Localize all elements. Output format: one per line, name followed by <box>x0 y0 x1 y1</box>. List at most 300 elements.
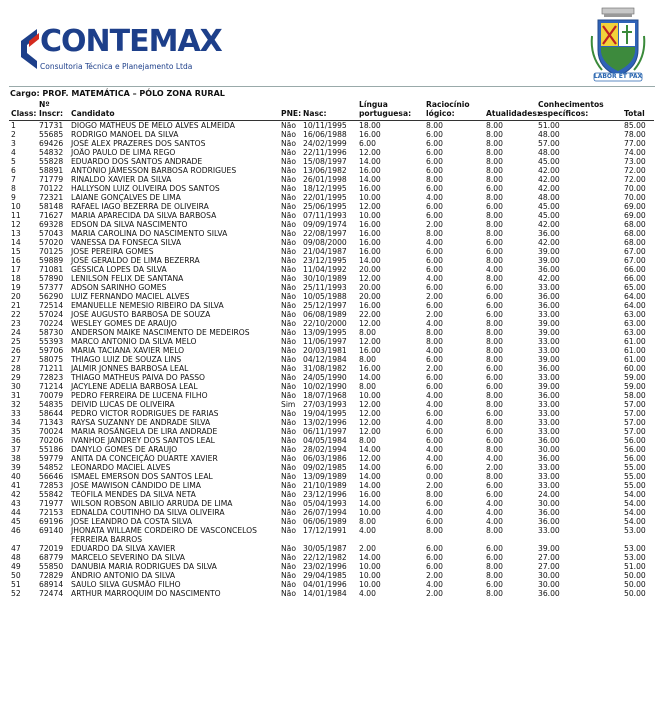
cell-atualidades: 8.00 <box>486 274 503 283</box>
cell-conhecimentos: 39.00 <box>538 319 560 328</box>
cell-portugues: 16.00 <box>359 364 381 373</box>
cell-raciocinio: 2.00 <box>426 589 443 598</box>
cell-total: 68.00 <box>624 229 646 238</box>
cell-pne: Não <box>281 175 296 184</box>
cell-atualidades: 4.00 <box>486 454 503 463</box>
cell-conhecimentos: 33.00 <box>538 472 560 481</box>
cell-pne: Não <box>281 211 296 220</box>
cell-total: 63.00 <box>624 310 646 319</box>
cell-candidato: MARIA APARECIDA DA SILVA BARBOSA <box>71 211 217 220</box>
cell-insc: 70024 <box>39 427 64 436</box>
cell-insc: 57024 <box>39 310 64 319</box>
cell-class: 17 <box>11 265 21 274</box>
cell-raciocinio: 4.00 <box>426 580 443 589</box>
cell-candidato: SAULO SILVA GUSMÃO FILHO <box>71 580 181 589</box>
cell-nasc: 31/08/1982 <box>303 364 347 373</box>
cell-total: 70.00 <box>624 184 646 193</box>
cell-candidato: JOSÉ GERALDO DE LIMA BEZERRA <box>71 256 200 265</box>
cell-raciocinio: 6.00 <box>426 409 443 418</box>
cell-portugues: 8.00 <box>359 328 376 337</box>
cell-total: 54.00 <box>624 508 646 517</box>
cell-portugues: 8.00 <box>359 517 376 526</box>
cell-atualidades: 8.00 <box>486 319 503 328</box>
cell-candidato: THIAGO LUIZ DE SOUZA LINS <box>71 355 182 364</box>
cell-raciocinio: 2.00 <box>426 310 443 319</box>
cell-candidato: RODRIGO MANOEL DA SILVA <box>71 130 179 139</box>
table-row <box>9 400 654 409</box>
cell-total: 67.00 <box>624 247 646 256</box>
cell-class: 45 <box>11 517 21 526</box>
cell-portugues: 16.00 <box>359 238 381 247</box>
cell-nasc: 17/12/1991 <box>303 526 347 535</box>
cell-conhecimentos: 36.00 <box>538 364 560 373</box>
cell-conhecimentos: 30.00 <box>538 571 560 580</box>
cell-candidato: JOSE PEREIRA GOMES <box>71 247 154 256</box>
table-row <box>9 589 654 598</box>
cell-class: 23 <box>11 319 21 328</box>
cell-portugues: 20.00 <box>359 292 381 301</box>
table-row <box>9 220 654 229</box>
cell-candidato: JACYLENE ADELIA BARBOSA LEAL <box>71 382 198 391</box>
cell-insc: 68779 <box>39 553 64 562</box>
table-row <box>9 337 654 346</box>
cell-nasc: 26/07/1994 <box>303 508 347 517</box>
cell-insc: 59779 <box>39 454 64 463</box>
cell-class: 24 <box>11 328 21 337</box>
cell-class: 47 <box>11 544 21 553</box>
table-row <box>9 544 654 553</box>
cell-conhecimentos: 36.00 <box>538 517 560 526</box>
cell-portugues: 12.00 <box>359 409 381 418</box>
cell-portugues: 10.00 <box>359 562 381 571</box>
cell-atualidades: 6.00 <box>486 382 503 391</box>
cell-conhecimentos: 33.00 <box>538 400 560 409</box>
cell-class: 42 <box>11 490 21 499</box>
cell-portugues: 12.00 <box>359 202 381 211</box>
cell-total: 56.00 <box>624 454 646 463</box>
cell-total: 57.00 <box>624 427 646 436</box>
cell-nasc: 06/06/1989 <box>303 517 347 526</box>
cell-pne: Não <box>281 121 296 130</box>
cell-class: 18 <box>11 274 21 283</box>
cell-class: 6 <box>11 166 16 175</box>
cell-class: 34 <box>11 418 21 427</box>
cell-conhecimentos: 45.00 <box>538 157 560 166</box>
cell-portugues: 20.00 <box>359 265 381 274</box>
cell-nasc: 13/02/1996 <box>303 418 347 427</box>
cell-candidato: JOSÉ ALEX PRAZERES DOS SANTOS <box>71 139 206 148</box>
cell-pne: Não <box>281 499 296 508</box>
cell-nasc: 09/09/1974 <box>303 220 347 229</box>
cell-insc: 69426 <box>39 139 64 148</box>
cell-raciocinio: 8.00 <box>426 337 443 346</box>
cell-insc: 54832 <box>39 148 64 157</box>
cell-total: 54.00 <box>624 490 646 499</box>
cell-class: 12 <box>11 220 21 229</box>
cell-candidato: EDSON DA SILVA NASCIMENTO <box>71 220 188 229</box>
cell-atualidades: 8.00 <box>486 139 503 148</box>
cell-raciocinio: 6.00 <box>426 436 443 445</box>
table-row <box>9 436 654 445</box>
cell-conhecimentos: 33.00 <box>538 373 560 382</box>
cell-pne: Não <box>281 238 296 247</box>
cell-nasc: 23/12/1996 <box>303 490 347 499</box>
cell-insc: 55828 <box>39 157 64 166</box>
cell-atualidades: 6.00 <box>486 301 503 310</box>
cell-conhecimentos: 33.00 <box>538 409 560 418</box>
cell-total: 50.00 <box>624 580 646 589</box>
contemax-logo-mark-icon <box>17 27 41 71</box>
cell-portugues: 22.00 <box>359 310 381 319</box>
table-row <box>9 148 654 157</box>
cell-raciocinio: 4.00 <box>426 238 443 247</box>
cell-conhecimentos: 33.00 <box>538 283 560 292</box>
cell-conhecimentos: 36.00 <box>538 301 560 310</box>
cell-atualidades: 8.00 <box>486 391 503 400</box>
cell-total: 50.00 <box>624 589 646 598</box>
table-row <box>9 427 654 436</box>
cell-atualidades: 8.00 <box>486 418 503 427</box>
cell-raciocinio: 6.00 <box>426 463 443 472</box>
table-row <box>9 562 654 571</box>
cell-atualidades: 6.00 <box>486 283 503 292</box>
cell-conhecimentos: 36.00 <box>538 589 560 598</box>
cell-insc: 55393 <box>39 337 64 346</box>
cell-raciocinio: 2.00 <box>426 571 443 580</box>
crest-motto: LABOR ET PAX <box>593 73 643 80</box>
cell-atualidades: 6.00 <box>486 436 503 445</box>
cell-class: 22 <box>11 310 21 319</box>
cell-raciocinio: 4.00 <box>426 319 443 328</box>
table-row <box>9 175 654 184</box>
cell-atualidades: 6.00 <box>486 580 503 589</box>
cell-portugues: 12.00 <box>359 400 381 409</box>
table-row <box>9 346 654 355</box>
cell-insc: 70224 <box>39 319 64 328</box>
cell-insc: 56646 <box>39 472 64 481</box>
cell-pne: Não <box>281 193 296 202</box>
cell-atualidades: 6.00 <box>486 490 503 499</box>
cell-nasc: 22/08/1997 <box>303 229 347 238</box>
cell-candidato: JALMIR JONNES BARBOSA LEAL <box>71 364 189 373</box>
cell-candidato: ANTÔNIO JÂMESSON BARBOSA RODRIGUES <box>71 166 237 175</box>
cell-candidato: ARTHUR MARROQUIM DO NASCIMENTO <box>71 589 221 598</box>
cell-insc: 54852 <box>39 463 64 472</box>
table-row <box>9 247 654 256</box>
cell-candidato: EDUARDO DA SILVA XAVIER <box>71 544 176 553</box>
table-row <box>9 301 654 310</box>
cell-total: 74.00 <box>624 148 646 157</box>
table-row <box>9 499 654 508</box>
table-row <box>9 130 654 139</box>
cell-portugues: 16.00 <box>359 130 381 139</box>
cargo-title: Cargo: PROF. MATEMÁTICA – PÓLO ZONA RURAL <box>10 89 225 98</box>
cell-portugues: 8.00 <box>359 436 376 445</box>
cell-atualidades: 8.00 <box>486 400 503 409</box>
cell-atualidades: 8.00 <box>486 148 503 157</box>
cell-portugues: 4.00 <box>359 589 376 598</box>
table-row <box>9 355 654 364</box>
cell-pne: Não <box>281 328 296 337</box>
cell-raciocinio: 6.00 <box>426 427 443 436</box>
cell-total: 57.00 <box>624 409 646 418</box>
col-header-atualidades: Atualidades: <box>484 99 536 121</box>
cell-pne: Não <box>281 427 296 436</box>
cell-candidato: ADSON SARINHO GOMES <box>71 283 167 292</box>
cell-class: 9 <box>11 193 16 202</box>
cell-nasc: 27/03/1993 <box>303 400 347 409</box>
cell-pne: Não <box>281 490 296 499</box>
cell-atualidades: 8.00 <box>486 328 503 337</box>
cell-raciocinio: 4.00 <box>426 391 443 400</box>
cell-atualidades: 8.00 <box>486 256 503 265</box>
cell-conhecimentos: 45.00 <box>538 202 560 211</box>
table-row <box>9 364 654 373</box>
cell-class: 11 <box>11 211 21 220</box>
cell-total: 64.00 <box>624 292 646 301</box>
cell-insc: 72019 <box>39 544 64 553</box>
cell-nasc: 25/06/1995 <box>303 202 347 211</box>
cell-raciocinio: 2.00 <box>426 220 443 229</box>
cell-class: 38 <box>11 454 21 463</box>
cell-class: 16 <box>11 256 21 265</box>
cell-candidato: TEÓFILA MENDES DA SILVA NETA <box>71 490 196 499</box>
cell-pne: Não <box>281 130 296 139</box>
cell-nasc: 14/01/1984 <box>303 589 347 598</box>
cell-candidato: JOSE LEANDRO DA COSTA SILVA <box>71 517 193 526</box>
cell-class: 7 <box>11 175 16 184</box>
cell-pne: Não <box>281 247 296 256</box>
cell-conhecimentos: 51.00 <box>538 121 560 130</box>
cell-conhecimentos: 27.00 <box>538 562 560 571</box>
cell-nasc: 15/08/1997 <box>303 157 347 166</box>
table-row <box>9 274 654 283</box>
cell-raciocinio: 6.00 <box>426 499 443 508</box>
cell-total: 68.00 <box>624 220 646 229</box>
cell-pne: Não <box>281 553 296 562</box>
cell-candidato: JOSÉ AUGUSTO BARBOSA DE SOUZA <box>71 310 211 319</box>
table-row <box>9 319 654 328</box>
cell-nasc: 23/02/1996 <box>303 562 347 571</box>
cell-class: 35 <box>11 427 21 436</box>
cell-atualidades: 6.00 <box>486 247 503 256</box>
table-row <box>9 508 654 517</box>
cell-pne: Não <box>281 148 296 157</box>
cell-portugues: 14.00 <box>359 472 381 481</box>
cell-class: 51 <box>11 580 21 589</box>
cell-total: 64.00 <box>624 301 646 310</box>
col-header-total: Total <box>622 99 654 121</box>
cell-portugues: 14.00 <box>359 373 381 382</box>
cell-class: 14 <box>11 238 21 247</box>
cell-conhecimentos: 24.00 <box>538 490 560 499</box>
cell-nasc: 21/10/1989 <box>303 481 347 490</box>
cell-portugues: 8.00 <box>359 382 376 391</box>
cell-insc: 71779 <box>39 175 64 184</box>
cell-conhecimentos: 39.00 <box>538 256 560 265</box>
cell-atualidades: 8.00 <box>486 337 503 346</box>
cell-pne: Não <box>281 184 296 193</box>
cell-total: 61.00 <box>624 337 646 346</box>
cell-class: 39 <box>11 463 21 472</box>
col-header-candidato: Candidato <box>69 99 279 121</box>
cell-total: 51.00 <box>624 562 646 571</box>
cell-atualidades: 8.00 <box>486 166 503 175</box>
cell-raciocinio: 6.00 <box>426 355 443 364</box>
cell-pne: Não <box>281 301 296 310</box>
table-row <box>9 184 654 193</box>
cell-nasc: 06/11/1997 <box>303 427 347 436</box>
cell-raciocinio: 4.00 <box>426 346 443 355</box>
cell-candidato: WILSON ROBSON ABILIO ARRUDA DE LIMA <box>71 499 233 508</box>
cell-insc: 71343 <box>39 418 64 427</box>
cell-atualidades: 8.00 <box>486 589 503 598</box>
cell-total: 72.00 <box>624 175 646 184</box>
cell-raciocinio: 6.00 <box>426 148 443 157</box>
cell-class: 21 <box>11 301 21 310</box>
cell-pne: Não <box>281 526 296 535</box>
cell-pne: Não <box>281 310 296 319</box>
cell-insc: 58891 <box>39 166 64 175</box>
cell-pne: Não <box>281 283 296 292</box>
cell-atualidades: 4.00 <box>486 265 503 274</box>
cell-total: 70.00 <box>624 193 646 202</box>
cell-candidato: RAFAEL IAGO BEZERRA DE OLIVEIRA <box>71 202 209 211</box>
cell-class: 40 <box>11 472 21 481</box>
cell-insc: 71627 <box>39 211 64 220</box>
cell-insc: 71211 <box>39 364 64 373</box>
cell-nasc: 13/09/1995 <box>303 328 347 337</box>
cell-pne: Não <box>281 418 296 427</box>
cell-pne: Não <box>281 562 296 571</box>
cell-conhecimentos: 42.00 <box>538 274 560 283</box>
cell-raciocinio: 6.00 <box>426 553 443 562</box>
cell-atualidades: 8.00 <box>486 526 503 535</box>
table-body <box>9 121 654 599</box>
cell-class: 44 <box>11 508 21 517</box>
cell-nasc: 09/02/1985 <box>303 463 347 472</box>
cell-portugues: 16.00 <box>359 229 381 238</box>
cell-pne: Não <box>281 391 296 400</box>
cell-total: 69.00 <box>624 202 646 211</box>
cell-pne: Não <box>281 292 296 301</box>
cell-raciocinio: 6.00 <box>426 184 443 193</box>
cell-total: 55.00 <box>624 481 646 490</box>
table-row <box>9 292 654 301</box>
cell-total: 56.00 <box>624 436 646 445</box>
cell-conhecimentos: 48.00 <box>538 130 560 139</box>
cell-nasc: 25/12/1997 <box>303 301 347 310</box>
cell-class: 50 <box>11 571 21 580</box>
cell-atualidades: 4.00 <box>486 499 503 508</box>
page-header <box>0 0 664 98</box>
cell-nasc: 22/11/1996 <box>303 148 347 157</box>
cell-insc: 68914 <box>39 580 64 589</box>
cell-candidato: EMANUELLE NEMESIO RIBEIRO DA SILVA <box>71 301 224 310</box>
table-row <box>9 193 654 202</box>
cell-pne: Não <box>281 382 296 391</box>
table-row <box>9 517 654 526</box>
cell-nasc: 10/02/1990 <box>303 382 347 391</box>
cell-candidato: JOSÉ MAWISON CÂNDIDO DE LIMA <box>71 481 201 490</box>
cell-atualidades: 6.00 <box>486 310 503 319</box>
cell-candidato: LENILSON FELIX DE SANTANA <box>71 274 184 283</box>
cell-atualidades: 2.00 <box>486 463 503 472</box>
cell-class: 41 <box>11 481 21 490</box>
cell-insc: 72823 <box>39 373 64 382</box>
cell-total: 53.00 <box>624 544 646 553</box>
cell-raciocinio: 6.00 <box>426 283 443 292</box>
cell-conhecimentos: 36.00 <box>538 292 560 301</box>
cell-conhecimentos: 42.00 <box>538 220 560 229</box>
cell-portugues: 2.00 <box>359 544 376 553</box>
cell-candidato: MARIA CAROLINA DO NASCIMENTO SILVA <box>71 229 228 238</box>
cell-pne: Não <box>281 589 296 598</box>
cell-insc: 71731 <box>39 121 64 130</box>
cell-conhecimentos: 36.00 <box>538 454 560 463</box>
cell-portugues: 12.00 <box>359 274 381 283</box>
cell-portugues: 6.00 <box>359 139 376 148</box>
cell-conhecimentos: 42.00 <box>538 175 560 184</box>
cell-candidato: MARIA ROSÂNGELA DE LIRA ANDRADE <box>71 427 218 436</box>
cell-atualidades: 4.00 <box>486 508 503 517</box>
cell-total: 73.00 <box>624 157 646 166</box>
col-header-conhecimentos: Conhecimentos específicos: <box>536 99 622 121</box>
cell-conhecimentos: 33.00 <box>538 310 560 319</box>
cell-portugues: 16.00 <box>359 166 381 175</box>
cell-nasc: 04/05/1984 <box>303 436 347 445</box>
cell-conhecimentos: 36.00 <box>538 391 560 400</box>
cell-pne: Não <box>281 166 296 175</box>
cell-portugues: 14.00 <box>359 463 381 472</box>
cell-nasc: 11/04/1992 <box>303 265 347 274</box>
cell-nasc: 22/01/1995 <box>303 193 347 202</box>
cell-insc: 72153 <box>39 508 64 517</box>
cell-conhecimentos: 42.00 <box>538 184 560 193</box>
cell-nasc: 24/05/1990 <box>303 373 347 382</box>
cell-raciocinio: 4.00 <box>426 508 443 517</box>
cell-class: 36 <box>11 436 21 445</box>
cell-class: 26 <box>11 346 21 355</box>
cell-class: 43 <box>11 499 21 508</box>
cell-insc: 72321 <box>39 193 64 202</box>
cell-class: 25 <box>11 337 21 346</box>
cell-portugues: 16.00 <box>359 490 381 499</box>
cell-pne: Não <box>281 481 296 490</box>
cell-insc: 57020 <box>39 238 64 247</box>
cell-nasc: 04/01/1996 <box>303 580 347 589</box>
cell-class: 28 <box>11 364 21 373</box>
cell-conhecimentos: 33.00 <box>538 337 560 346</box>
cell-raciocinio: 6.00 <box>426 517 443 526</box>
cell-nasc: 19/04/1995 <box>303 409 347 418</box>
cell-portugues: 10.00 <box>359 211 381 220</box>
cell-portugues: 12.00 <box>359 454 381 463</box>
cell-conhecimentos: 39.00 <box>538 328 560 337</box>
cell-conhecimentos: 36.00 <box>538 436 560 445</box>
cell-atualidades: 8.00 <box>486 355 503 364</box>
cell-class: 32 <box>11 400 21 409</box>
cell-conhecimentos: 57.00 <box>538 139 560 148</box>
cell-nasc: 22/12/1982 <box>303 553 347 562</box>
table-row <box>9 490 654 499</box>
cell-atualidades: 8.00 <box>486 472 503 481</box>
contemax-logo <box>8 12 222 72</box>
cell-portugues: 14.00 <box>359 175 381 184</box>
header-divider <box>9 86 655 87</box>
cell-pne: Não <box>281 202 296 211</box>
cell-nasc: 26/01/1998 <box>303 175 347 184</box>
